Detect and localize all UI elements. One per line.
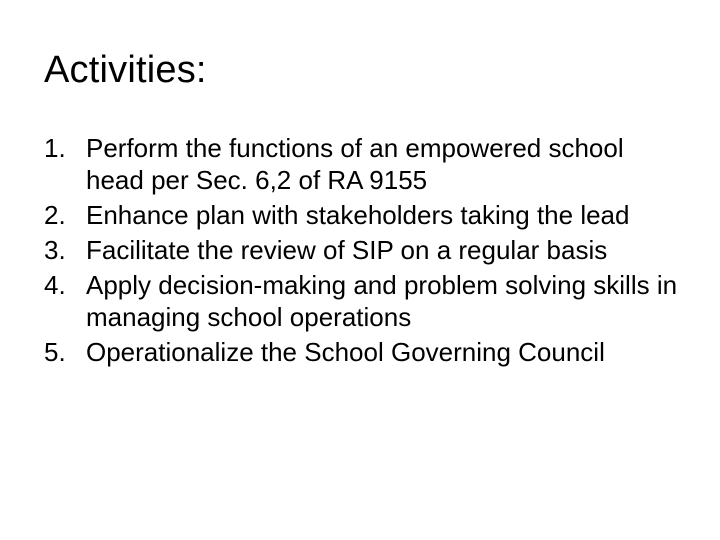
list-item-text: Operationalize the School Governing Council	[86, 337, 605, 367]
list-item	[44, 234, 684, 266]
list-item-text: Apply decision-making and problem solving skills in managing school operations	[86, 270, 678, 332]
list-item	[44, 336, 684, 368]
list-item-text: Facilitate the review of SIP on a regular basis	[86, 235, 608, 265]
list-item-number: 4.	[44, 270, 66, 300]
list-item	[44, 132, 684, 196]
list-item-number: 5.	[44, 337, 66, 367]
list-item	[44, 199, 684, 231]
list-item	[44, 269, 684, 333]
slide-title: Activities:	[44, 49, 207, 91]
activities-list	[44, 132, 684, 371]
list-item-number: 1.	[44, 133, 66, 163]
list-item-number: 2.	[44, 200, 66, 230]
list-item-number: 3.	[44, 235, 66, 265]
list-item-text: Enhance plan with stakeholders taking the lead	[86, 200, 630, 230]
list-item-text: Perform the functions of an empowered school head per Sec. 6,2 of RA 9155	[86, 133, 624, 195]
